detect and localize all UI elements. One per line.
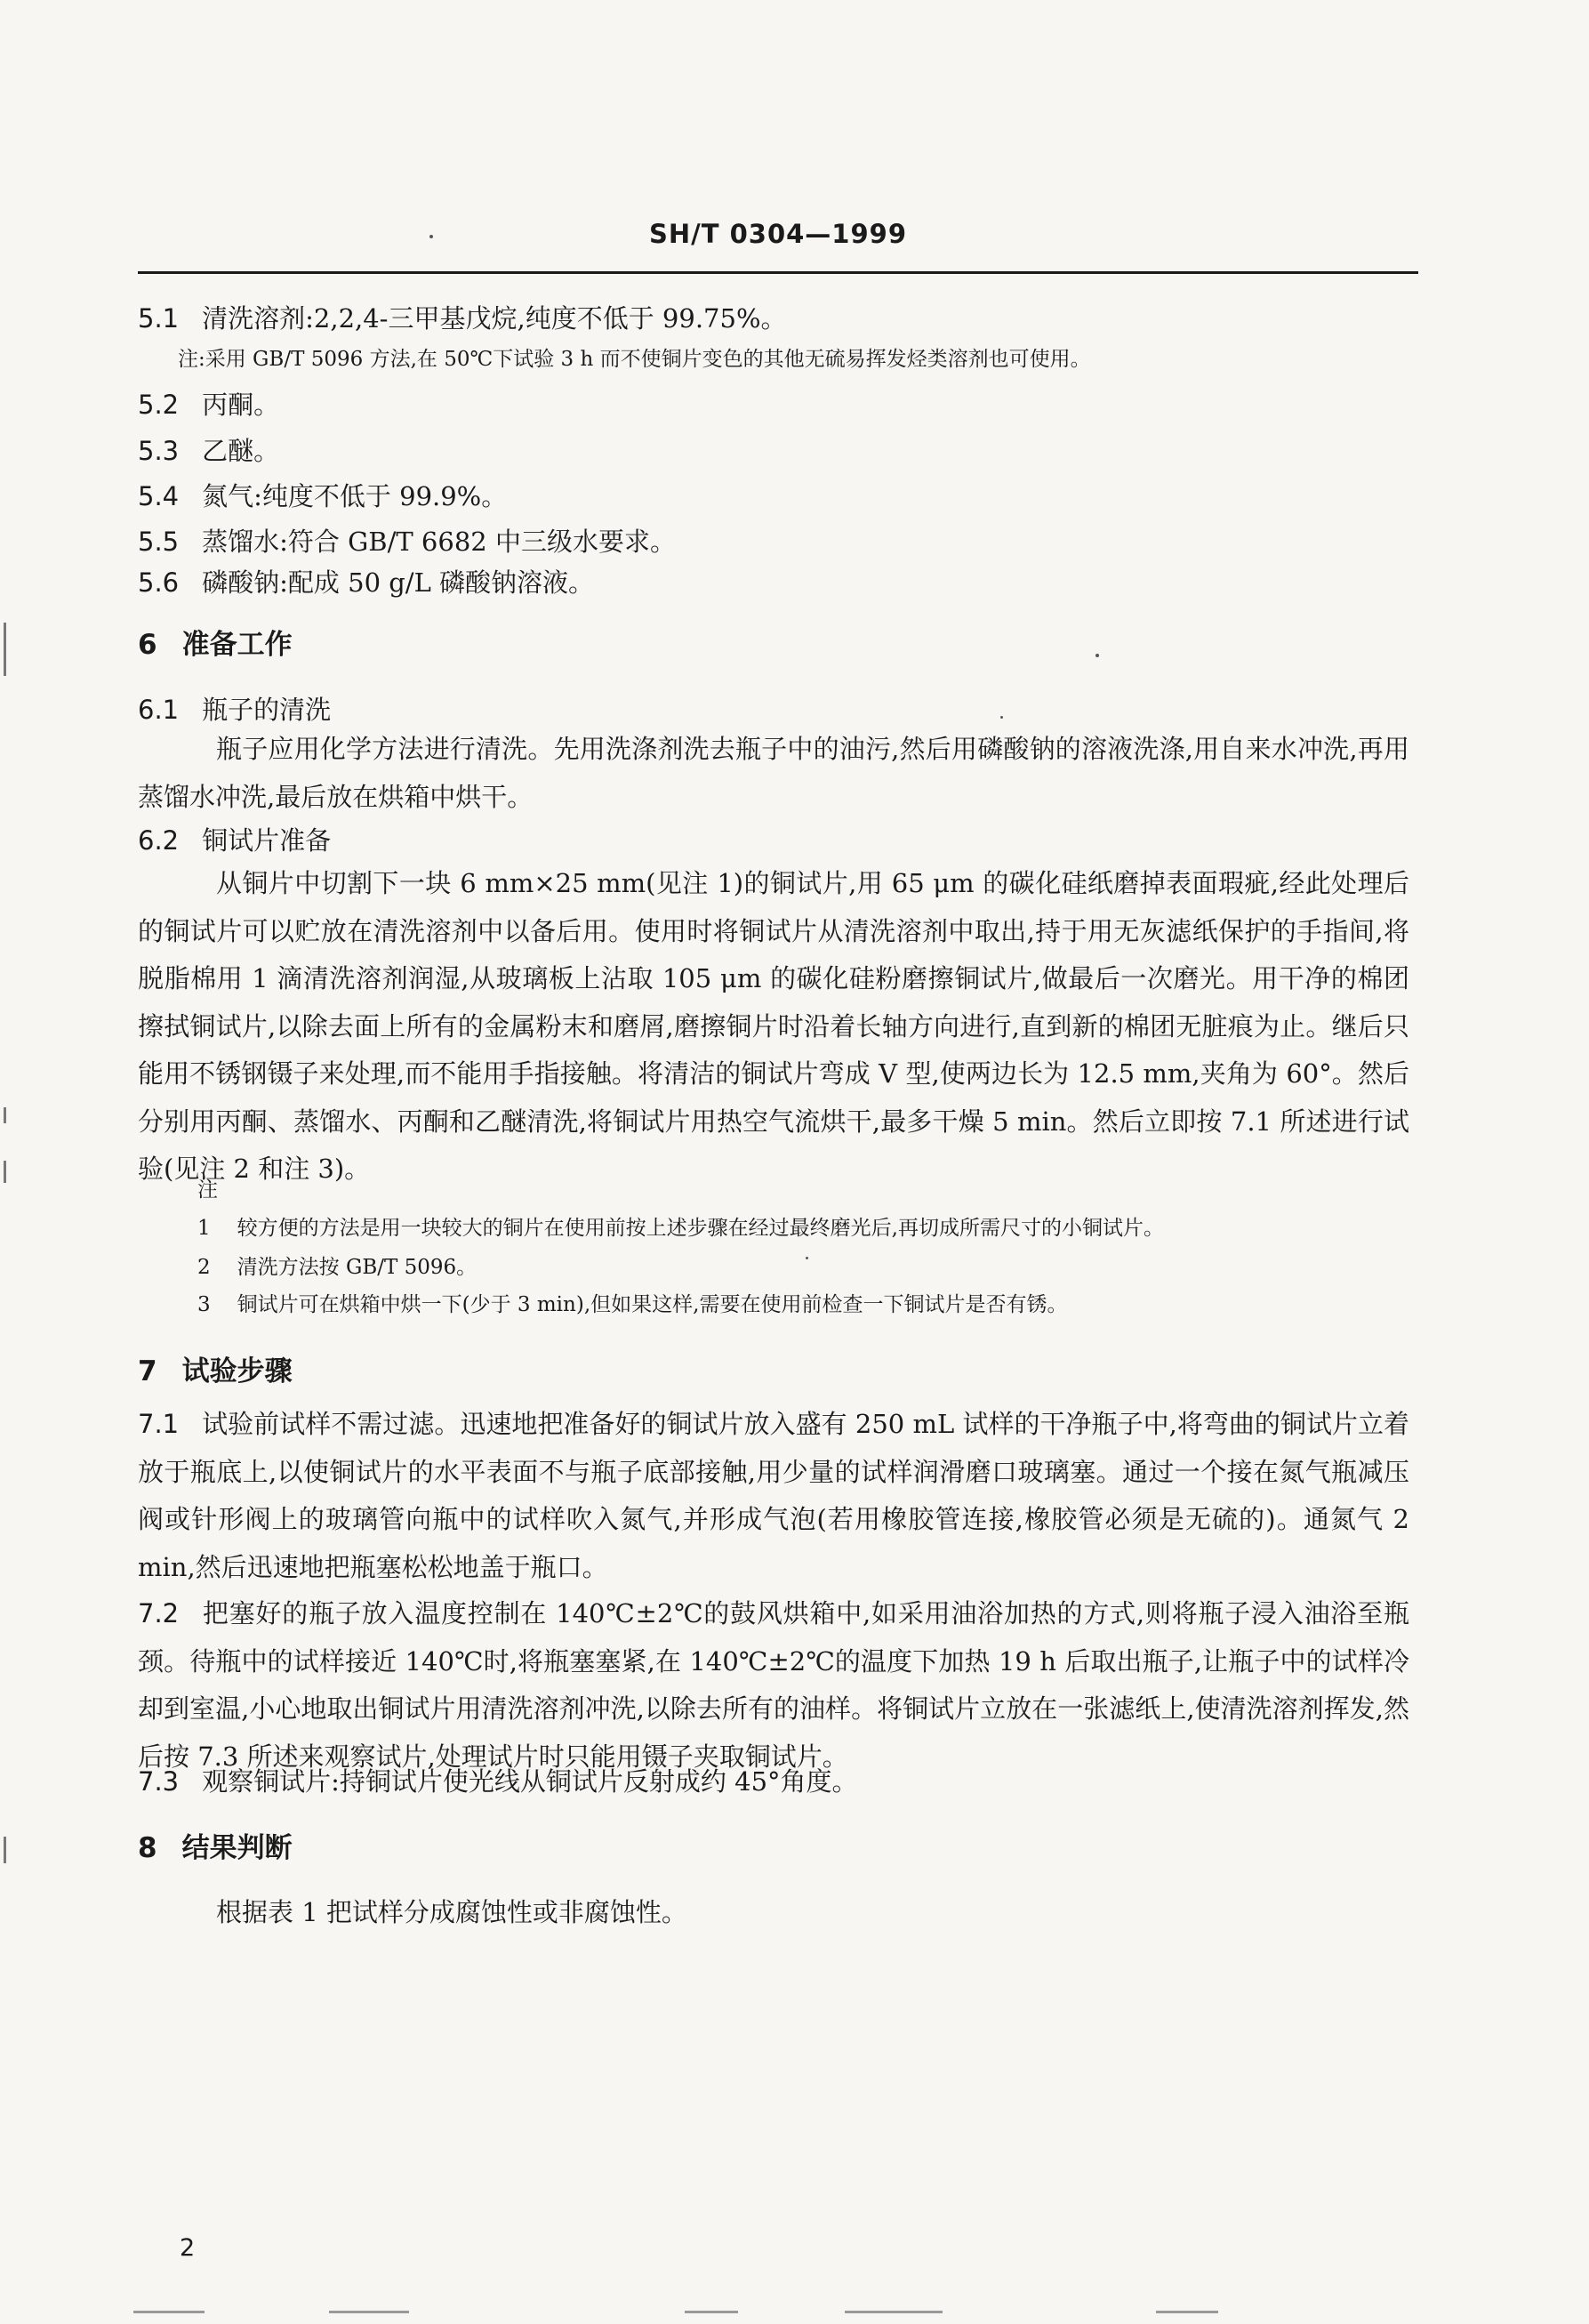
- item-5-4: [138, 478, 507, 514]
- scan-edge-mark: [4, 1161, 6, 1183]
- section-8-heading: [138, 1830, 293, 1866]
- scan-noise: [685, 2311, 738, 2313]
- page-header: SH/T 0304—1999: [648, 219, 908, 249]
- item-text: 磷酸钠:配成 50 g/L 磷酸钠溶液。: [202, 567, 595, 598]
- item-text: 观察铜试片:持铜试片使光线从铜试片反射成约 45°角度。: [202, 1766, 858, 1797]
- section-number: 7: [138, 1355, 157, 1387]
- item-text: 丙酮。: [202, 390, 280, 420]
- scan-noise: [133, 2311, 205, 2313]
- note-text: 铜试片可在烘箱中烘一下(少于 3 min),但如果这样,需要在使用前检查一下铜试片是否有锈。: [237, 1293, 1068, 1316]
- paragraph-7-2: [138, 1590, 1409, 1781]
- note-number: 2: [197, 1256, 211, 1279]
- section-number: 6: [138, 629, 157, 661]
- note-text: 清洗方法按 GB/T 5096。: [237, 1256, 478, 1279]
- paragraph-7-1: [138, 1401, 1409, 1591]
- item-5-2: [138, 387, 279, 422]
- scan-noise: [329, 2311, 409, 2313]
- scan-speck: [1095, 654, 1099, 657]
- item-text: 乙醚。: [202, 436, 280, 466]
- paragraph-6-1: 瓶子应用化学方法进行清洗。先用洗涤剂洗去瓶子中的油污,然后用磷酸钠的溶液洗涤,用自来水冲洗,再用蒸馏水冲洗,最后放在烘箱中烘干。: [138, 734, 1409, 812]
- subsection-6-2-heading: [138, 823, 331, 858]
- item-text: 清洗溶剂:2,2,4-三甲基戊烷,纯度不低于 99.75%。: [202, 303, 787, 334]
- item-text: 蒸馏水:符合 GB/T 6682 中三级水要求。: [202, 527, 676, 557]
- section-6-heading: [138, 627, 293, 663]
- note-1: [197, 1210, 1164, 1246]
- item-number: 5.3: [138, 436, 180, 466]
- item-5-6: [138, 565, 594, 600]
- paragraph-8: 根据表 1 把试样分成腐蚀性或非腐蚀性。: [216, 1897, 687, 1927]
- item-text: 试验前试样不需过滤。迅速地把准备好的铜试片放入盛有 250 mL 试样的干净瓶子中,将弯曲的铜试片立着放于瓶底上,以使铜试片的水平表面不与瓶子底部接触,用少量的试样润滑磨口玻璃塞。通过一个接在氮气瓶减压阀或针形阀上的玻璃管向瓶中的试样吹入氮气,并形成气泡(若用橡胶管连接,橡胶管必须是无硫的)。通氮气 2 min,然后迅速地把瓶塞松松地盖于瓶口。: [138, 1409, 1409, 1582]
- item-number: 5.2: [138, 390, 180, 420]
- paragraph-6-2: 从铜片中切割下一块 6 mm×25 mm(见注 1)的铜试片,用 65 μm 的碳化硅纸磨掉表面瑕疵,经此处理后的铜试片可以贮放在清洗溶剂中以备后用。使用时将铜试片从清洗溶剂中取出,持于用无灰滤纸保护的手指间,将脱脂棉用 1 滴清洗溶剂润湿,从玻璃板上沾取 105 μm 的碳化硅粉磨擦铜试片,做最后一次磨光。用干净的棉团擦拭铜试片,以除去面上所有的金属粉末和磨屑,磨擦铜片时沿着长轴方向进行,直到新的棉团无脏痕为止。继后只能用不锈钢镊子来处理,而不能用手指接触。将清洁的铜试片弯成 V 型,使两边长为 12.5 mm,夹角为 60°。然后分别用丙酮、蒸馏水、丙酮和乙醚清洗,将铜试片用热空气流烘干,最多干燥 5 min。然后立即按 7.1 所述进行试验(见注 2 和注 3)。: [138, 868, 1409, 1184]
- note-2: [197, 1250, 477, 1285]
- note-text: 较方便的方法是用一块较大的铜片在使用前按上述步骤在经过最终磨光后,再切成所需尺寸的小铜试片。: [237, 1217, 1164, 1240]
- section-title: 试验步骤: [181, 1355, 293, 1387]
- notes-label: 注: [197, 1178, 218, 1202]
- item-5-1: [138, 301, 787, 336]
- scan-speck: [806, 1257, 808, 1259]
- section-number: 8: [138, 1832, 157, 1864]
- page-number: 2: [180, 2234, 196, 2262]
- section-7-heading: [138, 1354, 293, 1389]
- subsection-title: 瓶子的清洗: [202, 695, 332, 725]
- note-number: 3: [197, 1293, 211, 1316]
- item-text: 氮气:纯度不低于 99.9%。: [202, 481, 508, 511]
- section-title: 准备工作: [181, 629, 293, 661]
- header-rule: [138, 271, 1418, 274]
- scan-edge-mark: [4, 1107, 6, 1123]
- paragraph-7-3: [138, 1764, 858, 1799]
- subsection-number: 6.2: [138, 825, 180, 856]
- item-number: 5.4: [138, 481, 180, 511]
- scan-speck: [429, 235, 433, 238]
- item-number: 7.1: [138, 1409, 180, 1439]
- section-title: 结果判断: [181, 1832, 293, 1864]
- scan-edge-mark: [4, 1837, 6, 1863]
- subsection-6-1-heading: [138, 692, 331, 728]
- item-5-3: [138, 433, 279, 469]
- item-text: 把塞好的瓶子放入温度控制在 140℃±2℃的鼓风烘箱中,如采用油浴加热的方式,则将瓶子浸入油浴至瓶颈。待瓶中的试样接近 140℃时,将瓶塞塞紧,在 140℃±2℃的温度下加热 19 h 后取出瓶子,让瓶子中的试样冷却到室温,小心地取出铜试片用清洗溶剂冲洗,以除去所有的油样。将铜试片立放在一张滤纸上,使清洗溶剂挥发,然后按 7.3 所述来观察试片,处理试片时只能用镊子夹取铜试片。: [138, 1598, 1409, 1772]
- scan-noise: [1156, 2311, 1218, 2313]
- item-5-5: [138, 524, 676, 559]
- subsection-number: 6.1: [138, 695, 180, 725]
- note-3: [197, 1287, 1067, 1323]
- item-number: 5.5: [138, 527, 180, 557]
- note-number: 1: [197, 1217, 211, 1240]
- item-5-1-note: 注:采用 GB/T 5096 方法,在 50℃下试验 3 h 而不使铜片变色的其他无硫易挥发烃类溶剂也可使用。: [178, 348, 1091, 371]
- scan-noise: [845, 2311, 943, 2313]
- scan-speck: [1000, 716, 1003, 719]
- subsection-title: 铜试片准备: [202, 825, 332, 856]
- scan-edge-mark: [4, 623, 6, 676]
- item-number: 7.3: [138, 1766, 180, 1797]
- item-number: 5.1: [138, 303, 180, 334]
- item-number: 5.6: [138, 567, 180, 598]
- item-number: 7.2: [138, 1598, 180, 1628]
